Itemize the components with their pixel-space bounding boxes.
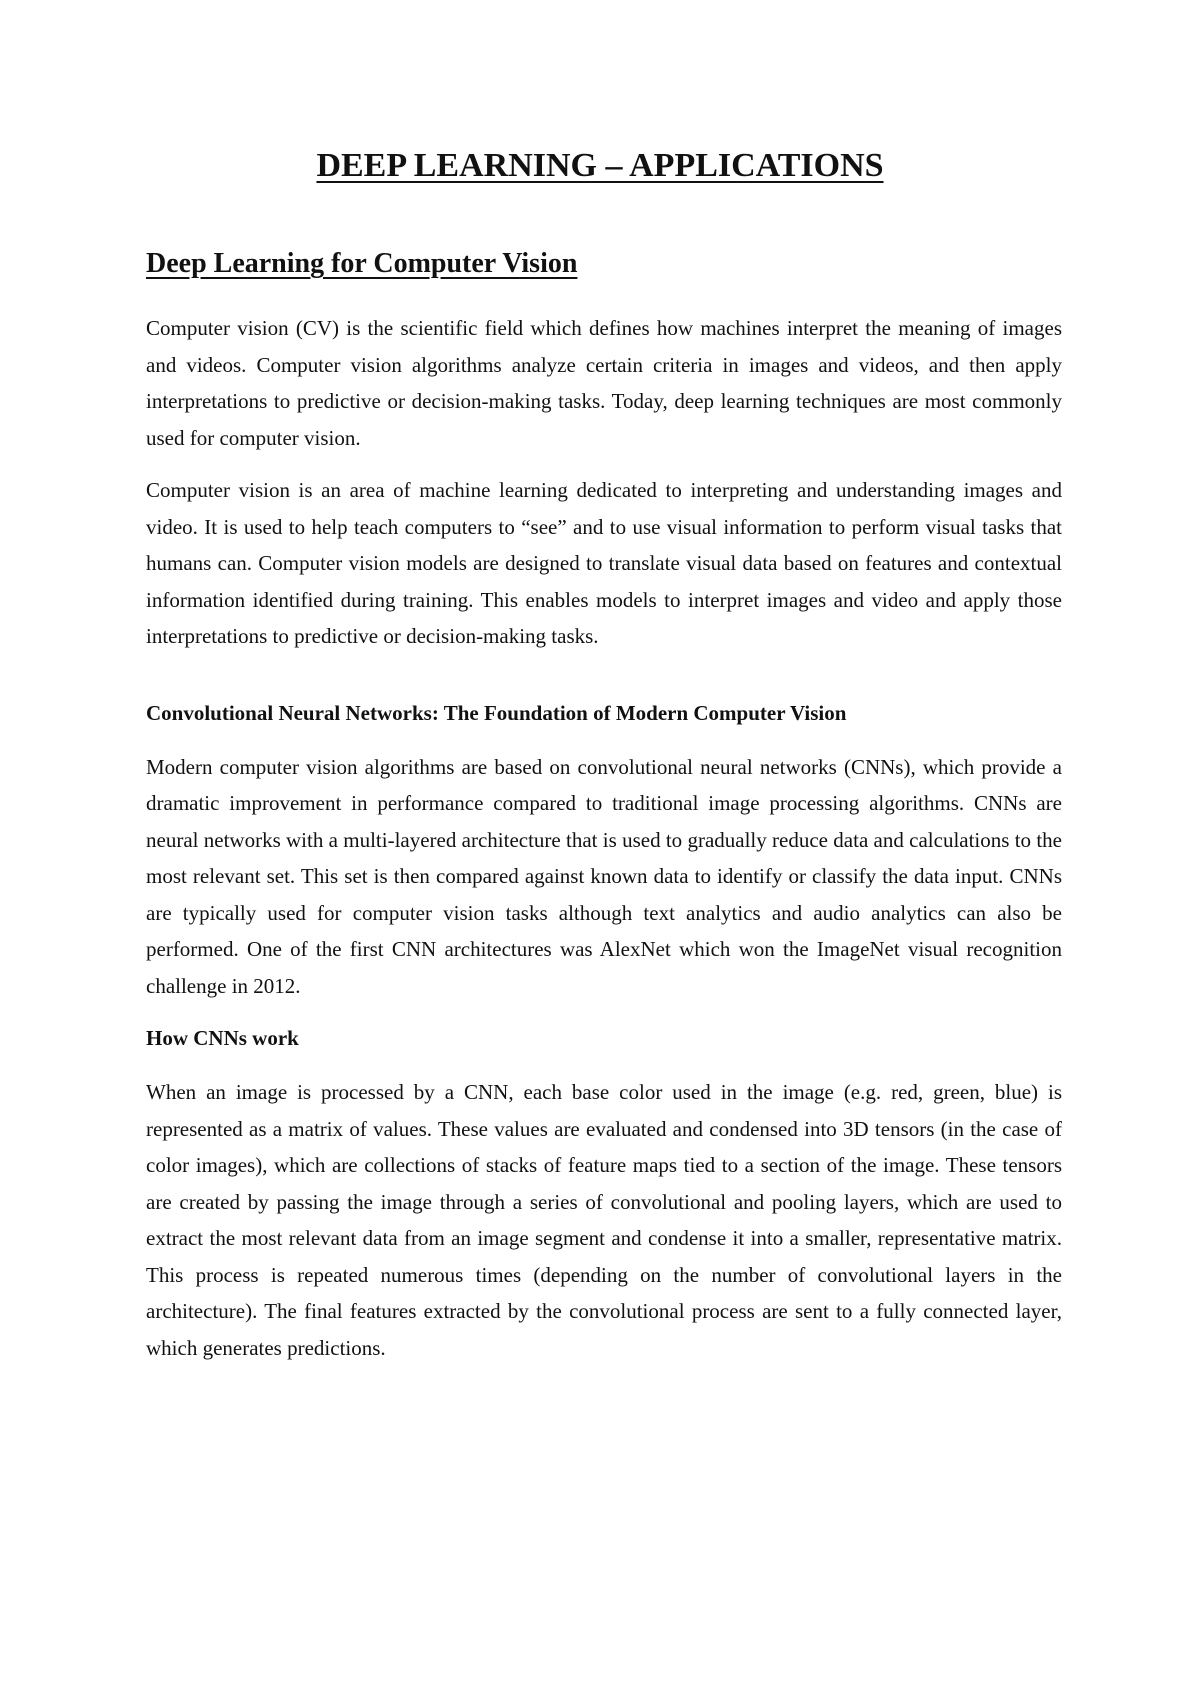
intro-paragraph-1: Computer vision (CV) is the scientific field which defines how machines interpret the meaning of images and videos. Computer vision algorithms analyze certain criteria in images and videos, and then apply interpretations to predictive or decision-making tasks. Today, deep learning techniques are most commonly used for computer vision. xyxy=(146,316,1062,450)
cnn-paragraph: Modern computer vision algorithms are based on convolutional neural networks (CNNs), which provide a dramatic improvement in performance compared to traditional image processing algorithms. CNNs are neural networks with a multi-layered architecture that is used to gradually reduce data and calculations to the most relevant set. This set is then compared against known data to identify or classify the data input. CNNs are typically used for computer vision tasks although text analytics and audio analytics can also be performed. One of the first CNN architectures was AlexNet which won the ImageNet visual recognition challenge in 2012. xyxy=(146,754,1062,998)
section-heading: Deep Learning for Computer Vision xyxy=(146,248,578,279)
intro-paragraph-2: Computer vision is an area of machine learning dedicated to interpreting and understanding images and video. It is used to help teach computers to “see” and to use visual information to perform visual tasks that humans can. Computer vision models are designed to translate visual data based on features and contextual information identified during training. This enables models to interpret images and video and apply those interpretations to predictive or decision-making tasks. xyxy=(146,478,1062,648)
how-cnns-work-paragraph: When an image is processed by a CNN, each base color used in the image (e.g. red, green, blue) is represented as a matrix of values. These values are evaluated and condensed into 3D tensors (in the case of color images), which are collections of stacks of feature maps tied to a section of the image. These tensors are created by passing the image through a series of convolutional and pooling layers, which are used to extract the most relevant data from an image segment and condense it into a smaller, representative matrix. This process is repeated numerous times (depending on the number of convolutional layers in the architecture). The final features extracted by the convolutional process are sent to a fully connected layer, which generates predictions. xyxy=(146,1080,1062,1360)
how-cnns-work-heading: How CNNs work xyxy=(146,1026,299,1050)
document-body xyxy=(146,246,1062,1382)
cnn-heading: Convolutional Neural Networks: The Foundation of Modern Computer Vision xyxy=(146,700,847,725)
document-title: DEEP LEARNING – APPLICATIONS xyxy=(316,147,884,184)
